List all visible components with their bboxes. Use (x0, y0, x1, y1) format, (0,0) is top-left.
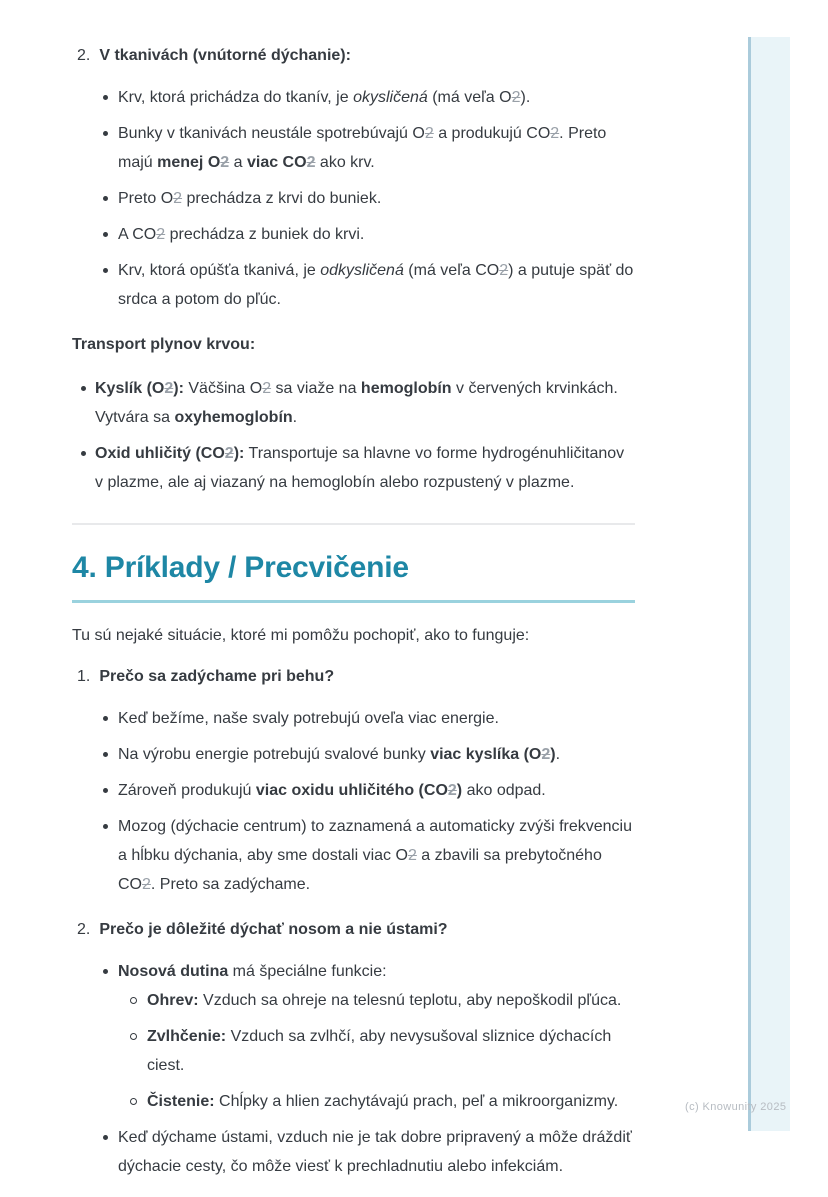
right-highlight-bar (748, 37, 790, 1131)
text-run: Zvlhčenie: (147, 1028, 227, 1045)
struck-subscript: 2 (164, 380, 174, 397)
bullet-icon (103, 131, 108, 136)
text-run: Prečo je dôležité dýchať nosom a nie ústami? (99, 921, 448, 938)
struck-subscript: 2 (424, 125, 434, 142)
struck-subscript: 2 (407, 847, 417, 864)
text-run: Vzduch sa zvlhčí, aby nevysušoval sliznice dýchacích ciest. (147, 1028, 612, 1074)
document-body (72, 0, 635, 1197)
text-run: Kyslík (O (95, 380, 165, 397)
text-run: Keď bežíme, naše svaly potrebujú oveľa viac energie. (118, 710, 499, 727)
text-run: Tu sú nejaké situácie, ktoré mi pomôžu pochopiť, ako to funguje: (72, 627, 530, 644)
circle-bullet-icon (130, 997, 137, 1004)
text-run: ) a putuje späť do srdca a potom do pľúc. (118, 262, 634, 308)
text-run: okysličená (353, 89, 428, 106)
circle-bullet-icon (130, 1098, 137, 1105)
list-item (72, 220, 635, 249)
numbered-item (77, 915, 635, 944)
list-item (72, 256, 635, 314)
text-run: odkysličená (320, 262, 404, 279)
bullet-icon (103, 716, 108, 721)
list-item (72, 740, 635, 769)
text-run: Keď dýchame ústami, vzduch nie je tak dobre pripravený a môže dráždiť dýchacie cesty, čo môže viesť k prechladnutiu alebo infekciám. (118, 1129, 632, 1175)
text-run: v červených krvinkách. Vytvára sa (95, 380, 618, 426)
list-number: 2. (77, 47, 91, 64)
text-run: a zbavili sa prebytočného CO (118, 847, 602, 893)
bullet-icon (103, 232, 108, 237)
text-run: oxyhemoglobín (174, 409, 293, 426)
paragraph (72, 621, 635, 650)
text-run: V tkanivách (vnútorné dýchanie): (99, 47, 351, 64)
text-run: ako odpad. (462, 782, 546, 799)
text-run: viac kyslíka (O (430, 746, 542, 763)
text-run: prechádza z krvi do buniek. (182, 190, 382, 207)
text-run: Transport plynov krvou: (72, 336, 256, 353)
struck-subscript: 2 (306, 154, 316, 171)
bullet-icon (103, 268, 108, 273)
text-run: a produkujú CO (433, 125, 551, 142)
text-run: Na výrobu energie potrebujú svalové bunky (118, 746, 431, 763)
text-run: . (292, 409, 298, 426)
text-run: Čistenie: (147, 1093, 215, 1110)
bold-paragraph (72, 330, 635, 359)
struck-subscript: 2 (499, 262, 509, 279)
struck-subscript: 2 (447, 782, 457, 799)
bullet-list (72, 374, 635, 497)
list-item (72, 83, 635, 112)
list-item (118, 1022, 635, 1080)
section-divider (72, 523, 635, 525)
bullet-icon (81, 386, 86, 391)
struck-subscript: 2 (262, 380, 272, 397)
bullet-icon (103, 196, 108, 201)
bullet-icon (103, 788, 108, 793)
text-run: viac CO (246, 154, 307, 171)
section-heading: 4. Príklady / Precvičenie (72, 549, 635, 603)
text-run: Vzduch sa ohreje na telesnú teplotu, aby nepoškodil pľúca. (198, 992, 622, 1009)
text-run: Zároveň produkujú (118, 782, 256, 799)
text-run: sa viaže na (271, 380, 361, 397)
text-run: Oxid uhličitý (CO (95, 445, 225, 462)
text-run: Preto O (118, 190, 174, 207)
bullet-list (72, 704, 635, 899)
list-item (72, 704, 635, 733)
text-run: ): (233, 445, 245, 462)
list-item (72, 1123, 635, 1181)
text-run: ). (520, 89, 531, 106)
list-number: 1. (77, 668, 91, 685)
bullet-icon (103, 95, 108, 100)
text-run: viac oxidu uhličitého (CO (255, 782, 448, 799)
text-run: Transportuje sa hlavne vo forme hydrogénuhličitanov v plazme, ale aj viazaný na hemoglobín alebo rozpustený v plazme. (95, 445, 625, 491)
numbered-item (77, 41, 635, 70)
text-run: má špeciálne funkcie: (228, 963, 387, 980)
text-run: (má veľa CO (403, 262, 500, 279)
list-number: 2. (77, 921, 91, 938)
bullet-list (72, 83, 635, 314)
struck-subscript: 2 (541, 746, 551, 763)
struck-subscript: 2 (511, 89, 521, 106)
footer-copyright: (c) Knowunity 2025 (685, 1101, 787, 1113)
text-run: ) (550, 746, 556, 763)
bullet-icon (103, 969, 108, 974)
bullet-list (72, 957, 635, 1181)
list-item (72, 119, 635, 177)
text-run: Väčšina O (183, 380, 263, 397)
struck-subscript: 2 (550, 125, 560, 142)
struck-subscript: 2 (156, 226, 166, 243)
text-run: ): (173, 380, 184, 397)
bullet-icon (103, 824, 108, 829)
text-run: Krv, ktorá opúšťa tkanivá, je (118, 262, 321, 279)
list-item (72, 812, 635, 899)
text-run: . (555, 746, 561, 763)
text-run: ) (456, 782, 463, 799)
list-item (72, 439, 635, 497)
list-item (72, 374, 635, 432)
numbered-item (77, 662, 635, 691)
bullet-icon (103, 1135, 108, 1140)
text-run: . Preto majú (118, 125, 607, 171)
text-run: prechádza z buniek do krvi. (165, 226, 365, 243)
sub-bullet-list (118, 986, 635, 1116)
struck-subscript: 2 (142, 876, 151, 893)
struck-subscript: 2 (220, 154, 230, 171)
list-item (72, 957, 635, 1116)
text-run: . Preto sa zadýchame. (150, 876, 311, 893)
text-run: Prečo sa zadýchame pri behu? (99, 668, 335, 685)
list-item (118, 1087, 635, 1116)
text-run: Mozog (dýchacie centrum) to zaznamená a automaticky zvýši frekvenciu a hĺbku dýchania, aby sme dostali viac O (118, 818, 632, 864)
text-run: Nosová dutina (118, 963, 229, 980)
text-run: (má veľa O (427, 89, 512, 106)
text-run: hemoglobín (360, 380, 452, 397)
text-run: Krv, ktorá prichádza do tkanív, je (118, 89, 354, 106)
struck-subscript: 2 (224, 445, 234, 462)
text-run: menej O (157, 154, 221, 171)
text-run: Ohrev: (147, 992, 199, 1009)
text-run: a (229, 154, 247, 171)
bullet-icon (81, 451, 86, 456)
text-run: A CO (118, 226, 157, 243)
text-run: ako krv. (315, 154, 375, 171)
list-item (72, 184, 635, 213)
bullet-icon (103, 752, 108, 757)
circle-bullet-icon (130, 1033, 137, 1040)
text-run: Chĺpky a hlien zachytávajú prach, peľ a mikroorganizmy. (214, 1093, 619, 1110)
list-item (118, 986, 635, 1015)
text-run: Bunky v tkanivách neustále spotrebúvajú O (118, 125, 425, 142)
struck-subscript: 2 (173, 190, 183, 207)
list-item (72, 776, 635, 805)
